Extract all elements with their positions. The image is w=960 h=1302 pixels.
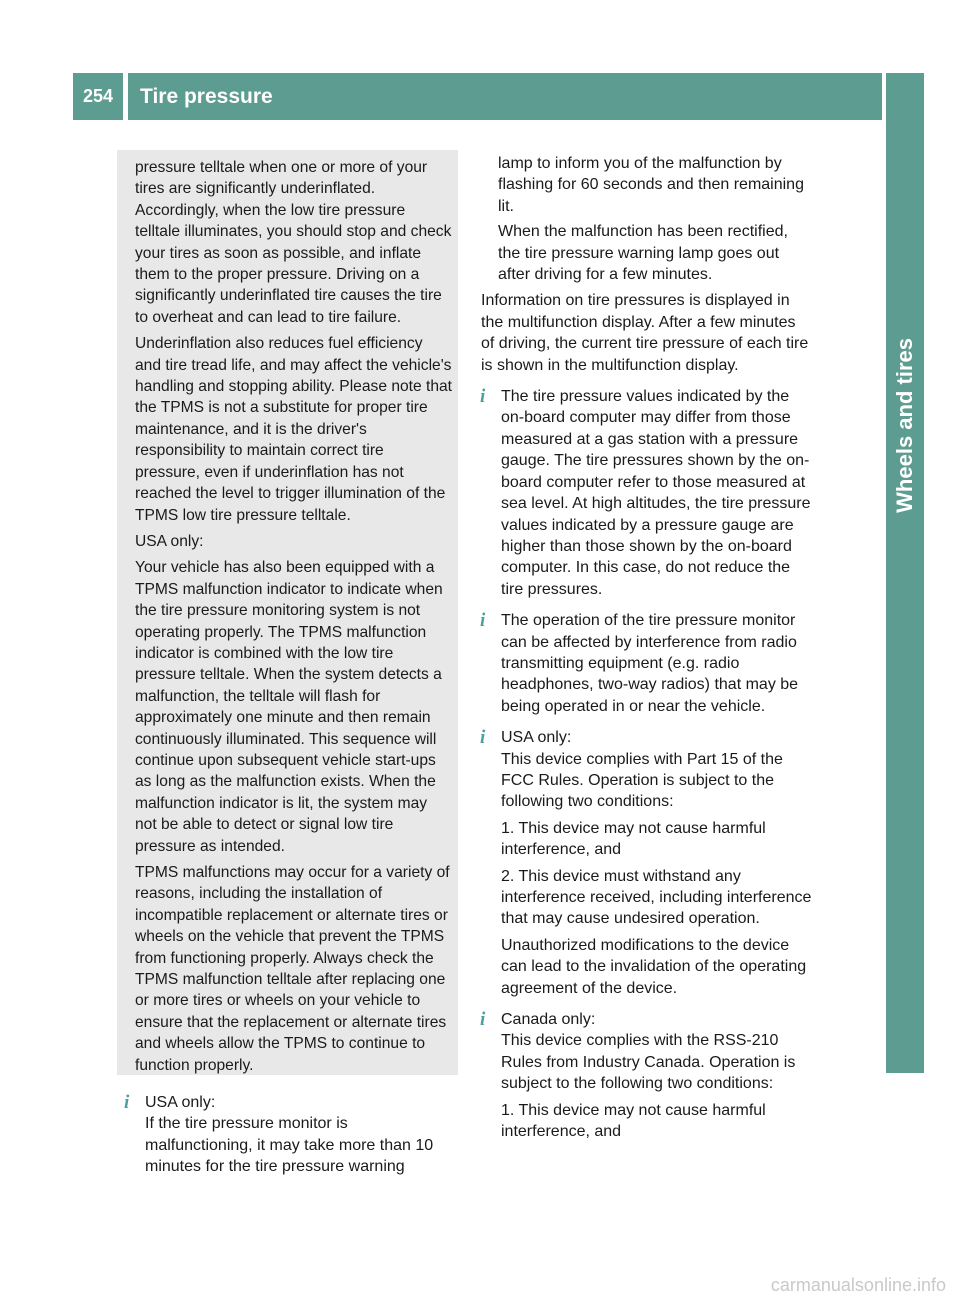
continuation-block [481,153,813,285]
warning-paragraph-1: pressure telltale when one or more of your tires are significantly underinflated. Accordingly, when the low tire pressure telltale illuminates, you should stop and check your tires as soon as possible, and inflate them to the proper pressure. Driving on a significantly underinflated tire causes the tire to overheat and can lead to tire failure. [135,159,452,326]
warning-paragraph-5: TPMS malfunctions may occur for a variety of reasons, including the installation of incompatible replacement or alternate tires or wheels on the vehicle that prevent the TPMS from functioning properly. Always check the TPMS malfunction telltale after replacing one or more tires or wheels on your vehicle to ensure that the replacement or alternate tires and wheels allow the TPMS to continue to function properly. [135,864,450,1074]
info-icon: i [480,610,486,632]
continuation-text-1: lamp to inform you of the malfunction by flashing for 60 seconds and then remaining lit. [498,155,804,215]
info-note-title: Canada only: [501,1011,596,1029]
info-note-condition-2: 2. This device must withstand any interference received, including interference that may cause undesired operation. [501,867,812,928]
info-icon: i [480,386,486,408]
info-icon: i [124,1092,130,1113]
info-note-text: The tire pressure values indicated by the on-board computer may differ from those measured at a gas station with a pressure gauge. The tire pressures shown by the on-board computer refer to those measured at sea level. At high altitudes, the tire pressure values indicated by a pressure gauge are higher than those shown by the on-board computer. In this case, do not reduce the tire pressures. [501,388,811,598]
right-column [481,153,813,1147]
info-note-canada [481,1009,813,1142]
page-title: Tire pressure [128,73,882,120]
info-note-text: The operation of the tire pressure monitor can be affected by interference from radio transmitting equipment (e.g. radio headphones, two-way radios) that may be being operated in or near the vehicle. [501,612,799,715]
display-info-paragraph: Information on tire pressures is displayed in the multifunction display. After a few minutes of driving, the current tire pressure of each tire is shown in the multifunction display. [481,292,809,374]
info-note-text: Unauthorized modifications to the device can lead to the invalidation of the operating agreement of the device. [501,936,807,997]
footer-watermark: carmanualsonline.info [770,1275,946,1295]
info-note-text: This device complies with the RSS-210 Rules from Industry Canada. Operation is subject to the following two conditions: [501,1032,796,1093]
warning-box [117,150,458,1075]
sidebar-section-label [886,73,924,513]
info-note-title: USA only: [501,729,572,747]
info-note-text: If the tire pressure monitor is malfunctioning, it may take more than 10 minutes for the tire pressure warning [145,1115,434,1176]
info-note-text: This device complies with Part 15 of the FCC Rules. Operation is subject to the following two conditions: [501,750,783,811]
info-icon: i [480,727,486,749]
warning-paragraph-3: USA only: [135,532,204,550]
info-note-title: USA only: [145,1094,216,1111]
info-note-pressure-values [481,386,813,600]
warning-paragraph-4: Your vehicle has also been equipped with a TPMS malfunction indicator to indicate when the tire pressure monitoring system is not operating properly. The TPMS malfunction indicator is combined with the low tire pressure telltale. When the system detects a malfunction, the telltale will flash for approximately one minute and then remain continuously illuminated. This sequence will continue upon subsequent vehicle start-ups as long as the malfunction exists. When the malfunction indicator is lit, the system may not be able to detect or signal low tire pressure as intended. [135,559,443,855]
left-column-lower [125,1082,455,1183]
sidebar-label-text: Wheels and tires [892,338,917,513]
info-note-usa-fcc [481,727,813,999]
info-icon: i [480,1009,486,1031]
page-number: 254 [73,73,123,120]
continuation-text-2: When the malfunction has been rectified, the tire pressure warning lamp goes out after driving for a few minutes. [498,223,788,284]
info-note-interference [481,610,813,717]
info-note-condition-1: 1. This device may not cause harmful interference, and [501,1101,766,1141]
warning-paragraph-2: Underinflation also reduces fuel efficiency and tire tread life, and may affect the vehicle's handling and stopping ability. Please note that the TPMS is not a substitute for proper tire maintenance, and it is the driver's responsibility to maintain correct tire pressure, even if underinflation has not reached the level to trigger illumination of the TPMS low tire pressure telltale. [135,335,453,524]
info-note-usa [125,1092,455,1178]
info-note-condition-1: 1. This device may not cause harmful interference, and [501,819,766,859]
